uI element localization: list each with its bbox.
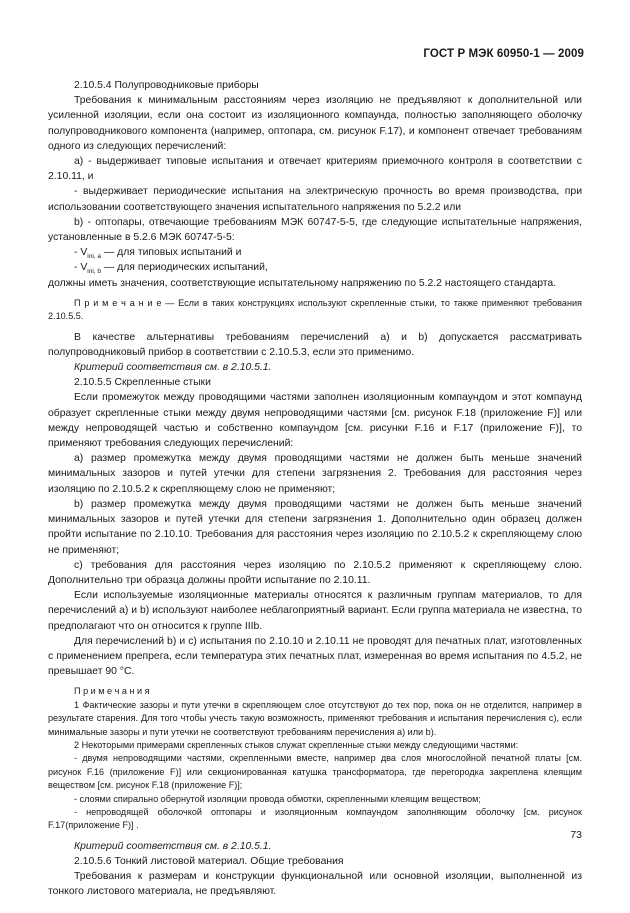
note-dash-item: - двумя непроводящими частями, скрепленными вместе, например два слоя многослойной печатной платы [см. рисунок F.16 (приложение F)] или секционированная катушка трансформатора, где перегородка закреплена клеящим веществом [см. рисунок F.18 (приложение F)]; xyxy=(48,753,582,791)
note-dash-item: - непроводящей оболочкой оптопары и изоляционным компаундом заполняющим оболочку [см. рисунок F.17(приложение F)] . xyxy=(48,806,582,831)
note: 1 Фактические зазоры и пути утечки в скрепляющем слое отсутствуют до тех пор, пока он не отделится, например в результате старения. Для того чтобы учесть такую возможность, применяют требования и испытания перечисления c), если минимальные зазоры и пути утечки не соответствуют требованиям перечисления a) или b). xyxy=(48,699,582,737)
dash-item: - $V_{ini, a}$ — для типовых испытаний и xyxy=(74,247,242,261)
list-item: a) - выдерживает типовые испытания и отвечает критериям приемочного контроля в соответствии с 2.10.11, и xyxy=(48,156,582,183)
list-item: b) - оптопары, отвечающие требованиям МЭК 60747-5-5, где следующие испытательные напряжения, установленные в 5.2.6 МЭК 60747-5-5: xyxy=(48,216,582,244)
paragraph: Если промежуток между проводящими частями заполнен изоляционным компаундом и этот компаунд образует скрепленные стыки между двумя непроводящими частями [см. рисунок F.18 (приложение F)] или между непроводящей частью и собственно компаундом [см. рисунки F.16 и F.17 (приложение F)], то применяют требования следующих перечислений: xyxy=(48,392,582,450)
list-item: - выдерживает периодические испытания на электрическую прочность во время производства, при использовании соответствующего значения испытательного напряжения по 5.2.2 или xyxy=(48,186,582,213)
note: П р и м е ч а н и е — Если в таких конструкциях используют скрепленные стыки, то также применяют требования 2.10.5.5. xyxy=(48,297,582,322)
paragraph: должны иметь значения, соответствующие испытательному напряжению по 5.2.2 настоящего стандарта. xyxy=(48,277,557,289)
paragraph: Для перечислений b) и c) испытания по 2.10.10 и 2.10.11 не проводят для печатных плат, изготовленных с применением препрега, если температура этих печатных плат, измеренная во время испытания по 4.5.2, не превышает 90 °С. xyxy=(48,635,582,678)
note-dash-item: - слоями спирально обернутой изоляции провода обмотки, скрепленными клеящим веществом; xyxy=(74,793,481,804)
page-content xyxy=(48,78,582,900)
paragraph: Требования к минимальным расстояниям через изоляцию не предъявляют к дополнительной или усиленной изоляции, если она состоит из изоляционного компаунда, полностью заполняющего оболочку полупроводникового компонента (например, оптопара, см. рисунок F.17), и компонент отвечает требованиям одного из следующих перечислений: xyxy=(48,95,582,152)
paragraph: Если используемые изоляционные материалы относятся к различным группам материалов, то для перечислений a) и b) используют наиболее неблагоприятный вариант. Если группа материала не известна, то предполагают что он относится к группе IIIb. xyxy=(48,590,582,632)
section-heading: 2.10.5.5 Скрепленные стыки xyxy=(74,377,211,389)
list-item: a) размер промежутка между двумя проводящими частями не должен быть меньше значений минимальных зазоров и путей утечки для степени загрязнения 2. Требования для расстояния через изоляцию по 2.10.5.2 к скрепляющему слою не применяют; xyxy=(48,453,582,495)
page-number: 73 xyxy=(570,829,582,841)
list-item: b) размер промежутка между двумя проводящими частями не должен быть меньше значений минимальных зазоров и путей утечки для степени загрязнения 1. Дополнительно один образец должен пройти испытание по 2.10.10. Требования для расстояния через изоляцию по 2.10.5.2 к скрепляющему слою не применяют; xyxy=(48,498,582,556)
dash-item: - $V_{ini, b}$ — для периодических испытаний, xyxy=(74,262,268,276)
section-heading: 2.10.5.6 Тонкий листовой материал. Общие требования xyxy=(74,856,344,867)
compliance-criterion: Критерий соответствия см. в 2.10.5.1. xyxy=(74,840,272,852)
document-header: ГОСТ Р МЭК 60950-1 — 2009 xyxy=(423,48,584,60)
paragraph: Требования к размерам и конструкции функциональной или основной изоляции, выполненной из тонкого листового материала, не предъявляют. xyxy=(48,871,582,898)
list-item: c) требования для расстояния через изоляцию по 2.10.5.2 применяют к скрепляющему слою. Дополнительно три образца должны пройти испытание по 2.10.11. xyxy=(48,559,582,586)
section-heading: 2.10.5.4 Полупроводниковые приборы xyxy=(74,80,259,91)
note: 2 Некоторыми примерами скрепленных стыков служат скрепленные стыки между следующими частями: xyxy=(74,739,519,750)
compliance-criterion: Критерий соответствия см. в 2.10.5.1. xyxy=(74,362,272,374)
paragraph: В качестве альтернативы требованиям перечислений a) и b) допускается рассматривать полупроводниковый прибор в соответствии с 2.10.5.3, если это применимо. xyxy=(48,331,582,358)
notes-label: П р и м е ч а н и я xyxy=(74,686,150,697)
